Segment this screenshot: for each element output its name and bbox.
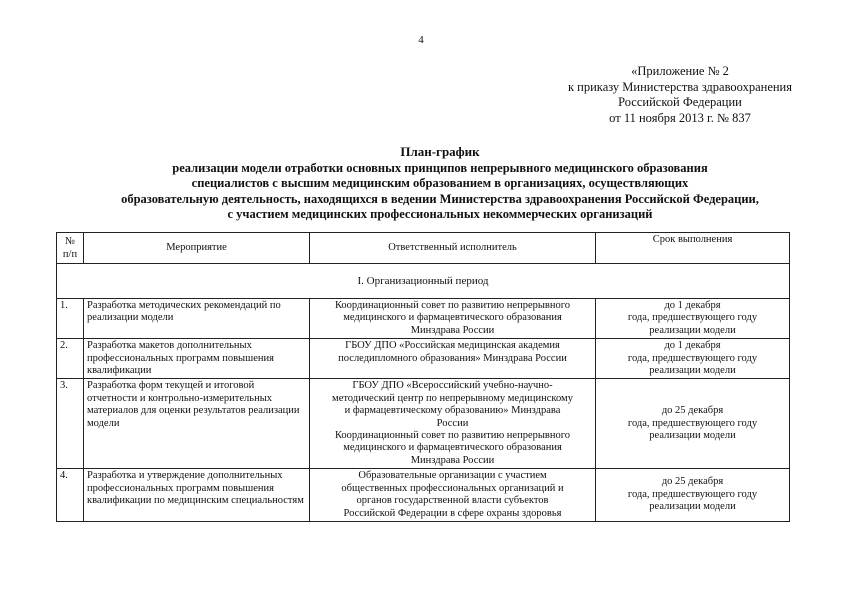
deadline-line: реализации модели <box>649 324 736 336</box>
document-title <box>40 144 840 223</box>
title-line: реализации модели отработки основных принципов непрерывного медицинского образования <box>172 160 708 175</box>
executor-line: Образовательные организации с участием <box>358 470 547 482</box>
executor-line: медицинского и фармацевтического образования <box>343 312 562 324</box>
executor-line: методический центр по непрерывному медицинскому <box>332 392 573 404</box>
row-activity: Разработка и утверждение дополнительных профессиональных программ повышения квалификации по медицинским специальностям <box>84 469 310 522</box>
table-row <box>57 339 790 379</box>
header-activity: Мероприятие <box>84 233 310 264</box>
executor-line: ГБОУ ДПО «Российская медицинская академия <box>345 340 560 352</box>
deadline-line: года, предшествующего году <box>627 488 758 500</box>
executor-line: Координационный совет по развитию непрерывного <box>334 430 571 442</box>
executor-line: Российской Федерации в сфере охраны здоровья <box>343 507 562 519</box>
plan-table <box>56 232 790 522</box>
row-activity: Разработка методических рекомендаций по реализации модели <box>84 299 310 339</box>
deadline-line: до 25 декабря <box>661 405 724 417</box>
table-row <box>57 469 790 522</box>
deadline-line: года, предшествующего году <box>627 312 758 324</box>
executor-line: и фармацевтическому образованию» Минздрава <box>344 405 561 417</box>
appendix-line: «Приложение № 2 <box>631 64 729 78</box>
row-executor <box>310 339 596 379</box>
header-deadline: Срок выполнения <box>596 233 790 264</box>
row-executor <box>310 469 596 522</box>
appendix-line: к приказу Министерства здравоохранения <box>567 79 792 94</box>
executor-line: Координационный совет по развитию непрерывного <box>334 300 571 311</box>
header-executor: Ответственный исполнитель <box>310 233 596 264</box>
row-executor <box>310 299 596 339</box>
section-row <box>57 264 790 299</box>
header-num-line: № <box>64 236 76 247</box>
executor-line: медицинского и фармацевтического образования <box>343 442 562 454</box>
row-number: 3. <box>57 379 84 469</box>
deadline-line: реализации модели <box>649 430 736 442</box>
page-number: 4 <box>418 34 424 46</box>
executor-line: Минздрава России <box>410 324 495 336</box>
executor-line: ГБОУ ДПО «Всероссийский учебно-научно- <box>352 380 553 392</box>
appendix-line: от 11 ноября 2013 г. № 837 <box>609 110 751 125</box>
title-line: с участием медицинских профессиональных некоммерческих организаций <box>227 207 653 221</box>
table-row <box>57 379 790 469</box>
executor-line: последипломного образования» Минздрава России <box>338 352 567 364</box>
row-number: 1. <box>57 299 84 339</box>
row-deadline <box>596 299 790 339</box>
table-row <box>57 299 790 339</box>
row-deadline <box>596 339 790 379</box>
deadline-line: до 1 декабря <box>664 340 721 352</box>
deadline-line: года, предшествующего году <box>627 352 758 364</box>
row-number: 2. <box>57 339 84 379</box>
header-num <box>57 233 84 264</box>
deadline-line: реализации модели <box>649 365 736 377</box>
executor-line: органов государственной власти субъектов <box>356 495 549 507</box>
title-line: образовательную деятельность, находящихся в ведении Министерства здравоохранения Российской Федерации, <box>121 191 759 206</box>
row-activity: Разработка макетов дополнительных профессиональных программ повышения квалификации <box>84 339 310 379</box>
deadline-line: до 1 декабря <box>664 300 721 311</box>
title-line: План-график <box>400 144 480 159</box>
row-executor <box>310 379 596 469</box>
deadline-line: года, предшествующего году <box>627 417 758 429</box>
executor-line: общественных профессиональных организаций и <box>341 482 564 494</box>
section-title: I. Организационный период <box>57 264 790 299</box>
row-number: 4. <box>57 469 84 522</box>
row-deadline <box>596 379 790 469</box>
table-header-row <box>57 233 790 264</box>
appendix-line: Российской Федерации <box>618 95 742 109</box>
appendix-reference <box>520 64 840 126</box>
header-num-line: п/п <box>62 249 78 260</box>
executor-line: России <box>436 417 469 429</box>
title-line: специалистов с высшим медицинским образованием в организациях, осуществляющих <box>191 176 689 190</box>
deadline-line: реализации модели <box>649 501 736 513</box>
row-deadline <box>596 469 790 522</box>
row-activity: Разработка форм текущей и итоговой отчетности и контрольно-измерительных материалов для оценки результатов реализации модели <box>84 379 310 469</box>
executor-line: Минздрава России <box>410 454 495 466</box>
deadline-line: до 25 декабря <box>661 476 724 488</box>
